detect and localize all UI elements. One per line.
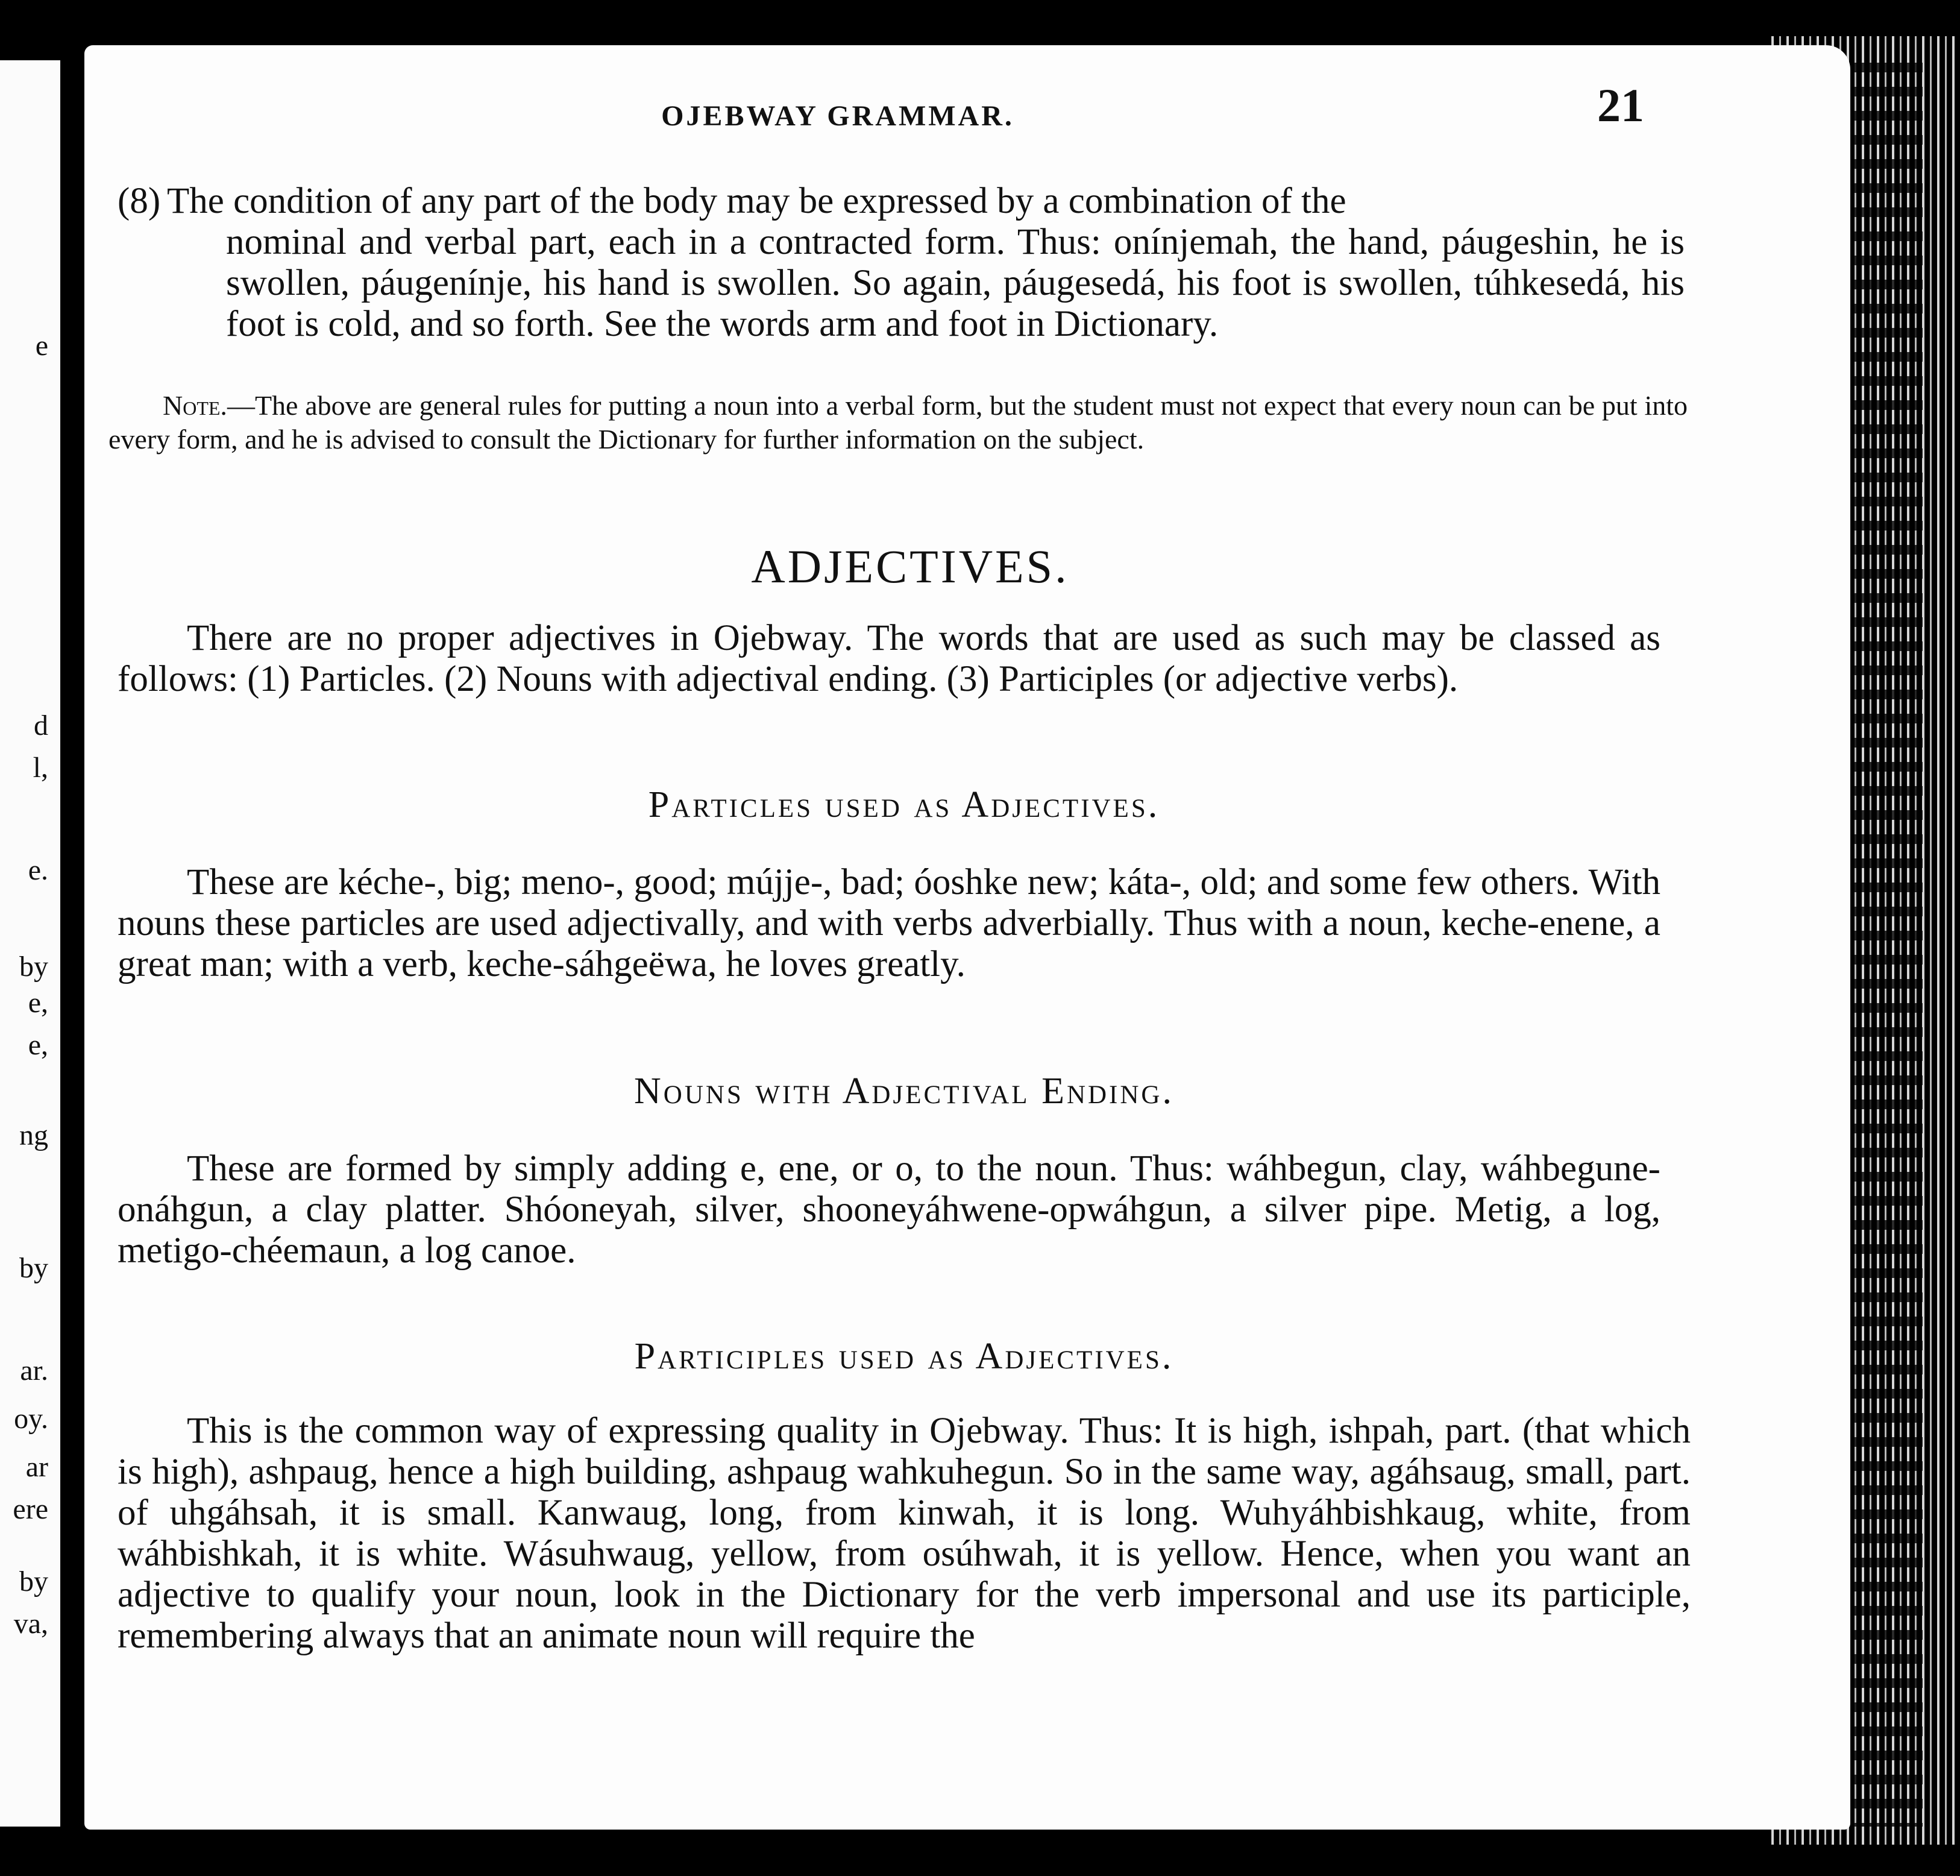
facing-page-fragment: e [35, 330, 48, 362]
adjectives-paragraph: There are no proper adjectives in Ojebway. The words that are used as such may be classed as follows: (1) Particles. (2) Nouns with adjectival ending. (3) Participles (or adjective verbs). [118, 618, 1660, 699]
participles-paragraph: This is the common way of expressing quality in Ojebway. Thus: It is high, ishpah, part. (that which is high), ashpaug, hence a high building, ashpaug wahkuhegun. So in the same way, agáhsaug, small, part. of uhgáhsah, it is small. Kanwaug, long, from kinwah, it is long. Wuhyáhbishkaug, white, from wáhbishkah, it is white. Wásuhwaug, yellow, from osúhwah, it is yellow. Hence, when you want an adjective to qualify your noun, look in the Dictionary for the verb impersonal and use its participle, remembering always that an animate noun will require the [118, 1411, 1691, 1656]
facing-page-fragment: ere [13, 1493, 48, 1525]
facing-page-edge [0, 60, 60, 1827]
facing-page-fragment: by [19, 1566, 48, 1597]
facing-page-fragment: d [34, 710, 48, 741]
facing-page-fragment: ar [25, 1451, 48, 1483]
facing-page-fragment: va, [13, 1608, 48, 1640]
subheading-nouns: Nouns with Adjectival Ending. [634, 1071, 1174, 1112]
rule-8-continuation: nominal and verbal part, each in a contracted form. Thus: onínjemah, the hand, páugeshin, he is swollen, páugenínje, his hand is swollen. So again, páugesedá, his foot is swollen, túhkesedá, his foot is cold, and so forth. See the words arm and foot in Dictionary. [226, 222, 1685, 344]
running-head: OJEBWAY GRAMMAR. [661, 100, 1014, 132]
book-page [84, 45, 1850, 1830]
rule-8-first-line: The condition of any part of the body may be expressed by a combination of the [167, 181, 1346, 221]
facing-page-fragment: ar. [20, 1355, 48, 1387]
facing-page-fragment: e, [28, 987, 48, 1019]
facing-page-fragment: e. [28, 854, 48, 886]
facing-page-fragment: by [19, 951, 48, 983]
page-number: 21 [1597, 79, 1644, 131]
rule-8-paragraph [118, 181, 1685, 345]
subheading-participles: Participles used as Adjectives. [634, 1336, 1174, 1377]
note-text: —The above are general rules for putting a noun into a verbal form, but the student must not expect that every noun can be put into every form, and he is advised to consult the Dictionary for further information on the subject. [108, 390, 1688, 455]
note-paragraph [108, 389, 1688, 456]
facing-page-fragment: e, [28, 1029, 48, 1061]
subheading-particles: Particles used as Adjectives. [648, 784, 1160, 825]
facing-page-fragment: ng [19, 1119, 48, 1151]
facing-page-fragment: l, [33, 752, 48, 784]
rule-number: (8) [118, 181, 161, 221]
particles-paragraph: These are kéche-, big; meno-, good; múјje-, bad; óoshke new; káta-, old; and some few others. With nouns these particles are used adjectivally, and with verbs adverbially. Thus with a noun, keche-enene, a great man; with a verb, keche-sáhgeëwa, he loves greatly. [118, 862, 1660, 984]
nouns-paragraph: These are formed by simply adding e, ene, or o, to the noun. Thus: wáhbegun, clay, wáhbegune-onáhgun, a clay platter. Shóoneyah, silver, shooneyáhwene-opwáhgun, a silver pipe. Metig, a log, metigo-chéemaun, a log canoe. [118, 1148, 1660, 1271]
facing-page-fragment: oy. [14, 1403, 48, 1435]
note-lead: Note. [163, 390, 227, 421]
section-heading-adjectives: ADJECTIVES. [751, 540, 1069, 593]
facing-page-fragment: by [19, 1252, 48, 1284]
